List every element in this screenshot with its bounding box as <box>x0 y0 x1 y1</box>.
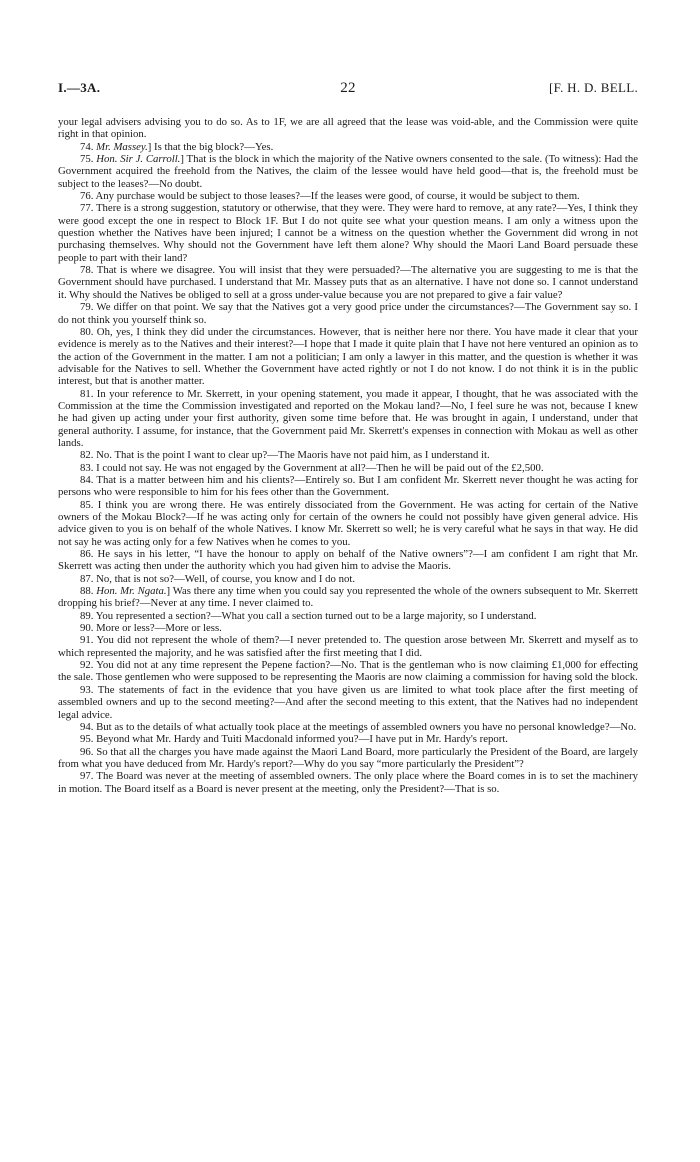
paper-reference: I.—3A. <box>58 80 101 95</box>
paragraph: 87. No, that is not so?—Well, of course, you know and I do not. <box>80 572 356 585</box>
speaker: Mr. Massey. <box>96 140 148 153</box>
page-body <box>58 116 638 795</box>
paragraph: 80. Oh, yes, I think they did under the circumstances. However, that is neither here nor there. You have made it clear that your evidence is merely as to the Natives and their interest?—I hope that I made it quite plain that I have not here ventured an opinion as to the action of the Government in the matter. I am not a politician; I am only a lawyer in this matter, and the question is whether it was advisable for the Natives to sell. Whether the Government have acted rightly or not I do not know. I do not think it is in the public interest, but that is another matter. <box>58 325 638 388</box>
speaker: Hon. Sir J. Carroll. <box>96 153 181 166</box>
paragraph: 76. Any purchase would be subject to those leases?—If the leases were good, of course, it would be subject to them. <box>80 190 580 203</box>
paragraph: 91. You did not represent the whole of them?—I never pretended to. The question arose between Mr. Skerrett and myself as to which represented the majority, and he was satisfied after the first meeting that I did. <box>58 634 638 659</box>
page-number: 22 <box>340 80 356 96</box>
paragraph: 90. More or less?—More or less. <box>80 622 222 635</box>
paragraph: 78. That is where we disagree. You will insist that they were persuaded?—The alternative you are suggesting to me is that the Government should have purchased. I understand that Mr. Massey puts that as an alternative. I have not done so. I cannot understand it. Why should the Natives be obliged to sell at a gross under-value because you are not prepared to give a fair value? <box>58 264 638 301</box>
paragraph: 96. So that all the charges you have made against the Maori Land Board, more particularly the President of the Board, are largely from what you have deduced from Mr. Hardy's report?—Why do you say “more particularly the President”? <box>58 745 638 770</box>
witness-name: [F. H. D. BELL. <box>548 80 638 95</box>
page-header <box>58 80 638 98</box>
paragraph: 75. Hon. Sir J. Carroll.] That is the block in which the majority of the Native owners consented to the sale. (To witness): Had the Government acquired the freehold from the Natives, the claim of the lessee would have held good—that is, the freehold must be subject to the leases?—No doubt. <box>58 153 638 190</box>
paragraph: 89. You represented a section?—What you call a section turned out to be a large majority, so I understand. <box>80 609 537 622</box>
paragraph: 92. You did not at any time represent the Pepene faction?—No. That is the gentleman who is now claiming £1,000 for effecting the sale. Those gentlemen who were supposed to be representing the Maoris are now claiming a commission for having sold the block. <box>58 659 638 684</box>
paragraph: 77. There is a strong suggestion, statutory or otherwise, that they were. They were hard to remove, at any rate?—Yes, I think they were good except the one in respect to Block 1F. But I do not quite see what your question means. I am only a witness upon the question whether the Natives have been injured; I cannot be a witness on the question whether the Government did wrong in not purchasing themselves. Why should not the Government have left them alone? Why should the Maori Land Board persuade these people to part with their land? <box>58 202 638 264</box>
speaker: Hon. Mr. Ngata. <box>96 585 167 598</box>
paragraph: 85. I think you are wrong there. He was entirely dissociated from the Government. He was acting for certain of the Native owners of the Mokau Block?—If he was acting only for certain of the owners he could not possibly have given general advice. His advice given to you is on behalf of the whole Natives. I know Mr. Skerrett so well; he is very careful what he says in that way. He did not say he was acting only for a few Natives when he comes to you. <box>58 498 638 548</box>
paragraph: 83. I could not say. He was not engaged by the Government at all?—Then he will be paid out of the £2,500. <box>80 461 544 474</box>
paragraph: your legal advisers advising you to do so. As to 1F, we are all agreed that the lease was void-able, and the Commission were quite right in that opinion. <box>58 116 638 141</box>
paragraph: 88. Hon. Mr. Ngata.] Was there any time when you could say you represented the whole of the owners subsequent to Mr. Skerrett dropping his brief?—Never at any time. I never claimed to. <box>58 585 639 610</box>
paragraph: 84. That is a matter between him and his clients?—Entirely so. But I am confident Mr. Skerrett never thought he was acting for persons who were responsible to him for his fees other than the Government. <box>58 473 638 499</box>
paragraph: 82. No. That is the point I want to clear up?—The Maoris have not paid him, as I understand it. <box>80 449 490 462</box>
paragraph: 79. We differ on that point. We say that the Natives got a very good price under the circumstances?—The Government say so. I do not think you yourself think so. <box>58 301 638 326</box>
paragraph: 74. Mr. Massey.] Is that the big block?—Yes. <box>80 140 274 153</box>
paragraph: 81. In your reference to Mr. Skerrett, in your opening statement, you made it appear, I thought, that he was associated with the Commission at the time the Commission investigated and reported on the Mokau land?—No, I feel sure he was not, because I knew he had given up acting under your first authority, given some time before that. He was brought in again, I understand, under that general authority. I assume, for instance, that the Government paid Mr. Skerrett's expenses in connection with Mokau as well as other lands. <box>58 387 638 449</box>
paragraph: 97. The Board was never at the meeting of assembled owners. The only place where the Board comes in is to set the machinery in motion. The Board itself as a Board is never present at the meeting, only the President?—That is so. <box>58 770 638 795</box>
paragraph: 86. He says in his letter, “I have the honour to apply on behalf of the Native owners”?—I am confident I am right that Mr. Skerrett was acting then under the authority which you had given him to advise the Maoris. <box>58 548 638 573</box>
paragraph: 95. Beyond what Mr. Hardy and Tuiti Macdonald informed you?—I have put in Mr. Hardy's report. <box>80 733 508 746</box>
paragraph: 94. But as to the details of what actually took place at the meetings of assembled owners you have no personal knowledge?—No. <box>80 720 637 733</box>
paragraph: 93. The statements of fact in the evidence that you have given us are limited to what took place after the first meeting of assembled owners and up to the second meeting?—And after the second meeting to this extent, that the Natives had no independent legal advice. <box>58 683 638 721</box>
